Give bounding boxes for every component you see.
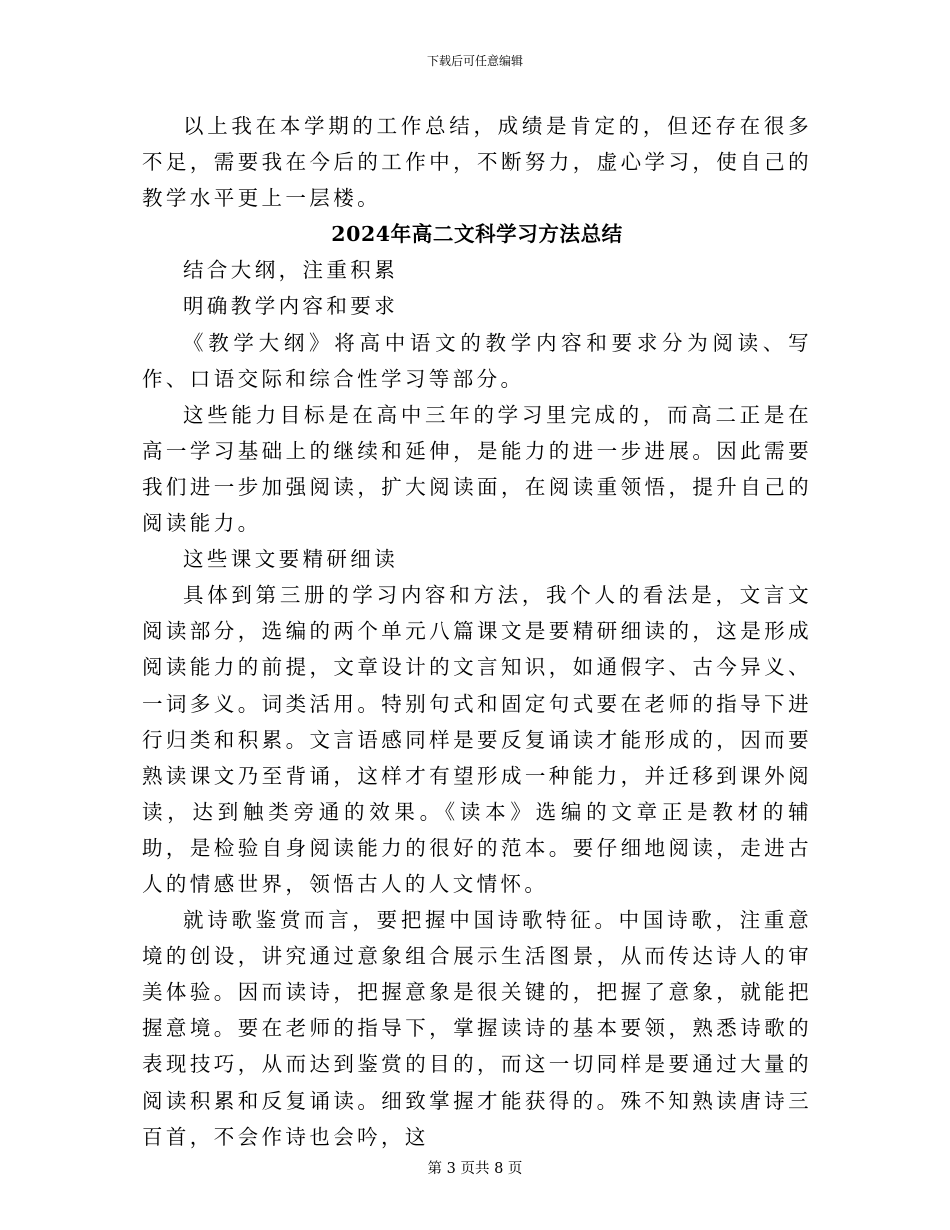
page-header: 下载后可任意编辑 bbox=[426, 54, 523, 68]
document-title: 2024年高二文科学习方法总结 bbox=[331, 222, 623, 247]
paragraph-6: 这些课文要精研细读 bbox=[183, 547, 399, 572]
paragraph-8: 就诗歌鉴赏而言，要把握中国诗歌特征。中国诗歌，注重意境的创设，讲究通过意象组合展示生活图景，从而传达诗人的审美体验。因而读诗，把握意象是很关键的，把握了意象，就能把握意境。要在老师的指导下，掌握读诗的基本要领，熟悉诗歌的表现技巧，从而达到鉴赏的目的，而这一切同样是要通过大量的阅读积累和反复诵读。细致掌握才能获得的。殊不知熟读唐诗三百首，不会作诗也会吟，这 bbox=[142, 908, 812, 1149]
paragraph-1: 以上我在本学期的工作总结，成绩是肯定的，但还存在很多不足，需要我在今后的工作中，不断努力，虚心学习，使自己的教学水平更上一层楼。 bbox=[142, 114, 812, 211]
paragraph-4: 《教学大纲》将高中语文的教学内容和要求分为阅读、写作、口语交际和综合性学习等部分。 bbox=[142, 330, 812, 391]
document-body bbox=[142, 108, 812, 1155]
paragraph-2: 结合大纲，注重积累 bbox=[183, 258, 399, 283]
paragraph-3: 明确教学内容和要求 bbox=[183, 294, 399, 319]
paragraph-7: 具体到第三册的学习内容和方法，我个人的看法是，文言文阅读部分，选编的两个单元八篇课文是要精研细读的，这是形成阅读能力的前提，文章设计的文言知识，如通假字、古今异义、一词多义。词类活用。特别句式和固定句式要在老师的指导下进行归类和积累。文言语感同样是要反复诵读才能形成的，因而要熟读课文乃至背诵，这样才有望形成一种能力，并迁移到课外阅读，达到触类旁通的效果。《读本》选编的文章正是教材的辅助，是检验自身阅读能力的很好的范本。要仔细地阅读，走进古人的情感世界，领悟古人的人文情怀。 bbox=[142, 583, 812, 896]
paragraph-5: 这些能力目标是在高中三年的学习里完成的，而高二正是在高一学习基础上的继续和延伸，是能力的进一步进展。因此需要我们进一步加强阅读，扩大阅读面，在阅读重领悟，提升自己的阅读能力。 bbox=[142, 402, 812, 536]
page-footer: 第 3 页共 8 页 bbox=[427, 1161, 523, 1177]
